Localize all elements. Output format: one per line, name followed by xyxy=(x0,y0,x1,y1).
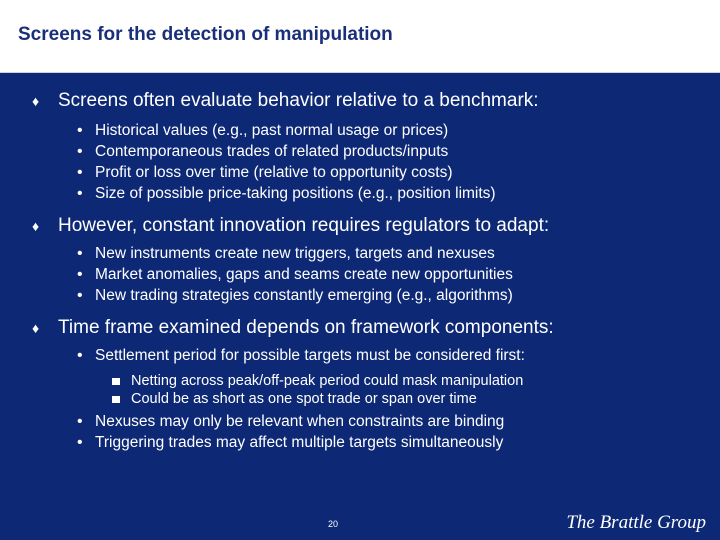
bullet-level3 xyxy=(112,391,477,407)
page-number: 20 xyxy=(328,519,339,529)
bullet-level2 xyxy=(77,185,496,203)
bullet-text: However, constant innovation requires regulators to adapt: xyxy=(58,215,550,236)
dot-bullet-icon: • xyxy=(77,347,83,364)
bullet-level2 xyxy=(77,122,448,140)
bullet-text: Netting across peak/off-peak period could mask manipulation xyxy=(131,373,524,389)
dot-bullet-icon: • xyxy=(77,143,83,160)
bullet-text: Time frame examined depends on framework components: xyxy=(58,317,554,338)
bullet-text: Historical values (e.g., past normal usage or prices) xyxy=(95,122,449,139)
dot-bullet-icon: • xyxy=(77,287,83,304)
bullet-level2 xyxy=(77,287,513,305)
bullet-text: Profit or loss over time (relative to opportunity costs) xyxy=(95,164,453,181)
bullet-level2 xyxy=(77,347,525,365)
dot-bullet-icon: • xyxy=(77,434,83,451)
slide-header xyxy=(0,0,720,73)
bullet-text: Nexuses may only be relevant when constraints are binding xyxy=(95,413,505,430)
dot-bullet-icon: • xyxy=(77,413,83,430)
slide-title: Screens for the detection of manipulation xyxy=(18,24,393,45)
diamond-bullet-icon: ♦ xyxy=(32,93,40,109)
bullet-level3 xyxy=(112,373,523,389)
bullet-text: New instruments create new triggers, targets and nexuses xyxy=(95,245,495,262)
bullet-level2 xyxy=(77,266,513,284)
bullet-text: Could be as short as one spot trade or span over time xyxy=(131,391,477,407)
dot-bullet-icon: • xyxy=(77,266,83,283)
diamond-bullet-icon: ♦ xyxy=(32,218,40,234)
bullet-level1 xyxy=(32,317,554,339)
bullet-text: Contemporaneous trades of related products/inputs xyxy=(95,143,449,160)
bullet-text: Triggering trades may affect multiple targets simultaneously xyxy=(95,434,504,451)
bullet-text: Screens often evaluate behavior relative to a benchmark: xyxy=(58,90,539,111)
bullet-level2 xyxy=(77,164,453,182)
square-bullet-icon xyxy=(112,396,120,403)
bullet-level1 xyxy=(32,90,539,112)
bullet-text: Size of possible price-taking positions (e.g., position limits) xyxy=(95,185,496,202)
bullet-level1 xyxy=(32,215,549,237)
bullet-level2 xyxy=(77,413,504,431)
dot-bullet-icon: • xyxy=(77,122,83,139)
square-bullet-icon xyxy=(112,378,120,385)
brand-logo: The Brattle Group xyxy=(566,512,706,533)
dot-bullet-icon: • xyxy=(77,245,83,262)
bullet-text: Settlement period for possible targets must be considered first: xyxy=(95,347,525,364)
bullet-level2 xyxy=(77,434,503,452)
bullet-text: Market anomalies, gaps and seams create new opportunities xyxy=(95,266,513,283)
bullet-level2 xyxy=(77,245,495,263)
bullet-text: New trading strategies constantly emerging (e.g., algorithms) xyxy=(95,287,513,304)
slide-body xyxy=(0,73,720,540)
diamond-bullet-icon: ♦ xyxy=(32,320,40,336)
dot-bullet-icon: • xyxy=(77,185,83,202)
bullet-level2 xyxy=(77,143,448,161)
dot-bullet-icon: • xyxy=(77,164,83,181)
